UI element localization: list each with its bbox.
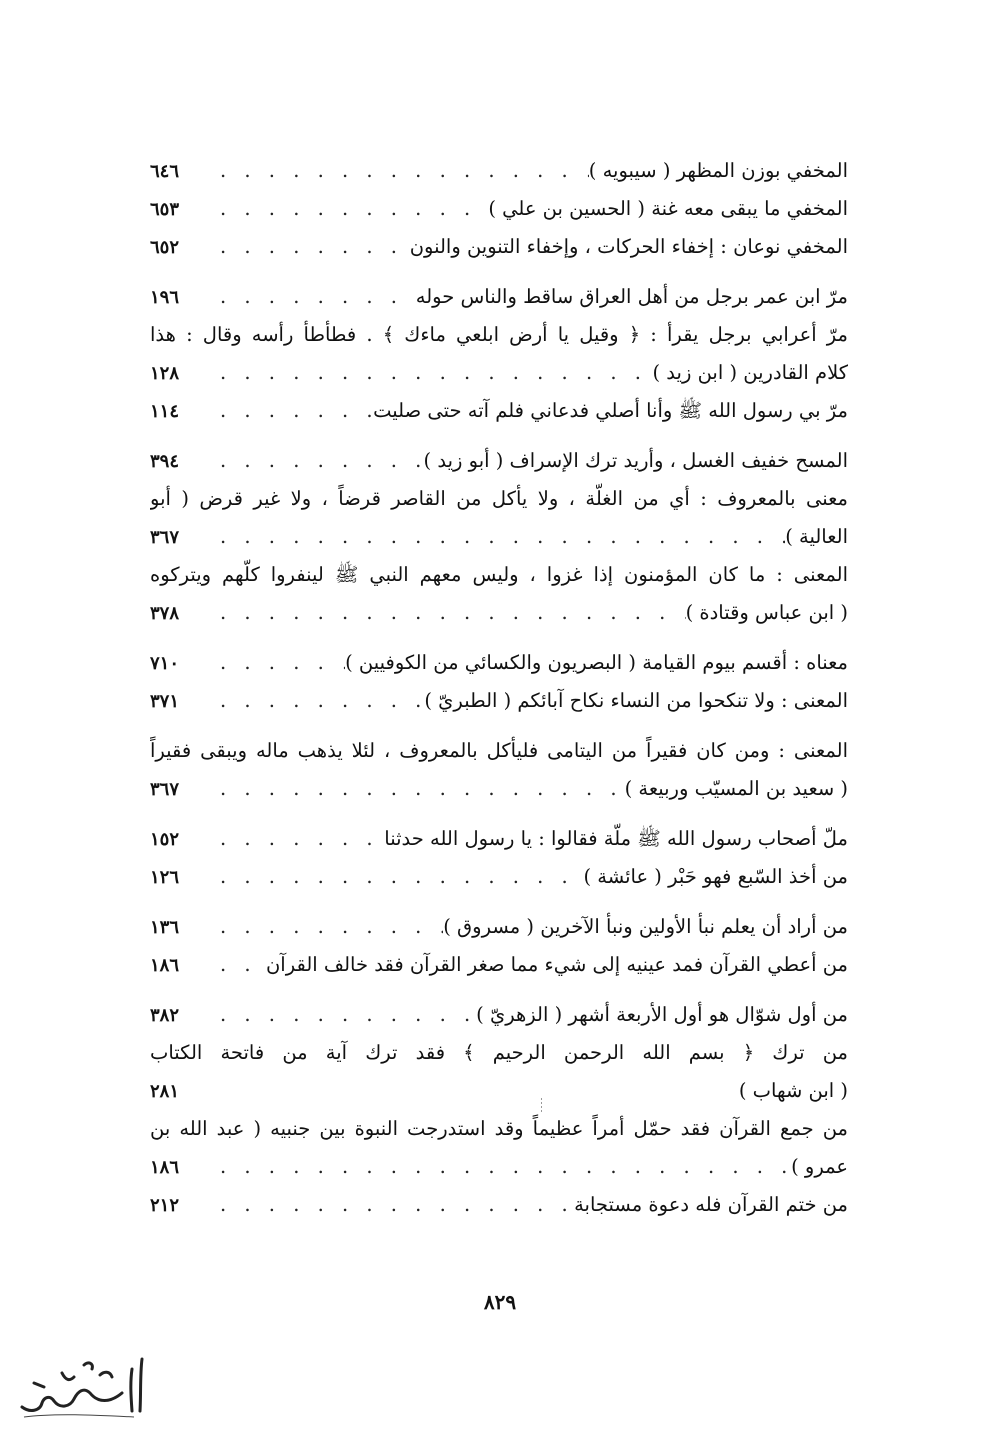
entry-text: ( سعيد بن المسيّب وربيعة ) — [624, 777, 848, 800]
page-reference: ٣٨٢ — [150, 1005, 180, 1026]
dot-leader — [212, 152, 589, 190]
entry-text: المعنى : ما كان المؤمنون إذا غزوا ، وليس معهم النبي ﷺ لينفروا كلّهم ويتركوه — [150, 563, 848, 586]
index-entry — [150, 442, 848, 480]
entry-text: المخفي بوزن المظهر ( سيبويه ) — [588, 159, 848, 182]
page-reference: ٣٦٧ — [150, 779, 180, 800]
page-reference: ١٨٦ — [150, 955, 180, 976]
entry-line — [150, 152, 848, 190]
entry-line — [150, 442, 848, 480]
entry-text: من جمع القرآن فقد حمّل أمراً عظيماً وقد استدرجت النبوة بين جنبيه ( عبد الله بن — [150, 1117, 848, 1140]
index-entry — [150, 316, 848, 392]
index-entry — [150, 480, 848, 556]
dot-leader — [212, 228, 410, 266]
entry-line — [150, 644, 848, 682]
entry-text: مرّ ابن عمر برجل من أهل العراق ساقط والناس حوله — [415, 285, 848, 308]
dot-leader — [212, 682, 424, 720]
entry-text: مرّ أعرابي برجل يقرأ : ﴿ وقيل يا أرض ابلعي ماءك ﴾ . فطأطأ رأسه وقال : هذا — [150, 323, 848, 346]
index-entry — [150, 908, 848, 946]
entry-text: كلام القادرين ( ابن زيد ) — [652, 361, 848, 384]
entry-line — [150, 556, 848, 594]
dot-leader — [212, 946, 266, 984]
dot-leader — [212, 518, 785, 556]
dot-leader — [212, 820, 384, 858]
page-reference: ٣٩٤ — [150, 451, 180, 472]
entry-text: من أراد أن يعلم نبأ الأولين ونبأ الآخرين ( مسروق ) — [443, 915, 848, 938]
entry-text: من أول شوّال هو أول الأربعة أشهر ( الزهريّ ) — [476, 1003, 848, 1026]
dot-leader — [212, 278, 416, 316]
entry-text: من أخذ السّبع فهو حَبْر ( عائشة ) — [583, 865, 848, 888]
page-number: ٨٢٩ — [483, 1290, 517, 1314]
entry-line — [150, 820, 848, 858]
dot-leader — [212, 190, 488, 228]
entry-line — [150, 480, 848, 518]
entry-line — [150, 908, 848, 946]
page-reference: ٦٥٢ — [150, 237, 180, 258]
entry-text: العالية ) — [785, 525, 848, 548]
page-reference: ٢٨١ — [150, 1081, 180, 1102]
index-entry — [150, 190, 848, 228]
page-reference: ١٣٦ — [150, 917, 180, 938]
dot-leader — [212, 594, 686, 632]
index-entry — [150, 946, 848, 984]
entry-line — [150, 770, 848, 808]
entry-line — [150, 996, 848, 1034]
entry-text: المعنى : ولا تنكحوا من النساء نكاح آبائكم ( الطبريّ ) — [424, 689, 848, 712]
entry-line — [150, 518, 848, 556]
page-reference: ٦٥٣ — [150, 199, 180, 220]
index-entry — [150, 1186, 848, 1224]
entry-line — [150, 594, 848, 632]
calligraphy-logo — [14, 1353, 154, 1425]
page-reference: ٢١٢ — [150, 1195, 180, 1216]
entry-text: ( ابن عباس وقتادة ) — [685, 601, 848, 624]
dot-leader — [212, 354, 652, 392]
page-reference: ١٩٦ — [150, 287, 180, 308]
entry-line — [150, 1072, 848, 1110]
page-reference: ٣٧١ — [150, 691, 180, 712]
entry-line — [150, 732, 848, 770]
entry-line — [150, 1186, 848, 1224]
index-list — [150, 152, 848, 1224]
entry-line — [150, 682, 848, 720]
index-entry — [150, 228, 848, 266]
page-reference: ١٨٦ — [150, 1157, 180, 1178]
entry-text: ملّ أصحاب رسول الله ﷺ ملّة فقالوا : يا رسول الله حدثنا — [384, 827, 848, 850]
index-entry — [150, 996, 848, 1034]
entry-text: من أعطي القرآن فمد عينيه إلى شيء مما صغر القرآن فقد خالف القرآن — [265, 953, 848, 976]
entry-line — [150, 190, 848, 228]
entry-text: من ترك ﴿ بسم الله الرحمن الرحيم ﴾ فقد ترك آية من فاتحة الكتاب — [150, 1041, 848, 1064]
entry-text: من ختم القرآن فله دعوة مستجابة — [574, 1193, 848, 1216]
index-entry — [150, 820, 848, 858]
index-entry — [150, 556, 848, 632]
entry-text: معنى بالمعروف : أي من الغلّة ، ولا يأكل من القاصر قرضاً ، ولا غير قرض ( أبو — [150, 487, 848, 510]
entry-text: المخفي ما يبقى معه غنة ( الحسين بن علي ) — [488, 197, 848, 220]
page-reference: ١٥٢ — [150, 829, 180, 850]
index-entry — [150, 858, 848, 896]
entry-text: مرّ بي رسول الله ﷺ وأنا أصلي فدعاني فلم آته حتى صليت — [373, 399, 848, 422]
dot-leader — [212, 770, 625, 808]
page-reference: ٣٦٧ — [150, 527, 180, 548]
entry-text: المخفي نوعان : إخفاء الحركات ، وإخفاء التنوين والنون — [409, 235, 848, 258]
dot-leader — [212, 996, 476, 1034]
index-entry — [150, 1110, 848, 1186]
page-reference: ١١٤ — [150, 401, 180, 422]
dot-leader — [212, 908, 443, 946]
dot-leader — [212, 392, 373, 430]
index-entry — [150, 392, 848, 430]
entry-line — [150, 228, 848, 266]
entry-line — [150, 278, 848, 316]
page-reference: ٧١٠ — [150, 653, 180, 674]
index-entry — [150, 682, 848, 720]
page-reference: ١٢٨ — [150, 363, 180, 384]
entry-line — [150, 316, 848, 354]
entry-line — [150, 946, 848, 984]
dot-leader — [212, 858, 583, 896]
entry-text: عمرو ) — [791, 1155, 848, 1178]
scan-speck — [540, 1098, 543, 1112]
entry-text: ( ابن شهاب ) — [738, 1079, 848, 1102]
entry-line — [150, 1110, 848, 1148]
entry-line — [150, 858, 848, 896]
page-reference: ٣٧٨ — [150, 603, 180, 624]
entry-line — [150, 392, 848, 430]
index-entry — [150, 644, 848, 682]
index-entry — [150, 278, 848, 316]
index-entry — [150, 732, 848, 808]
entry-text: المسح خفيف الغسل ، وأريد ترك الإسراف ( أبو زيد ) — [423, 449, 848, 472]
dot-leader — [212, 1186, 574, 1224]
entry-text: المعنى : ومن كان فقيراً من اليتامى فليأكل بالمعروف ، لئلا يذهب ماله ويبقى فقيراً — [150, 739, 848, 762]
page-reference: ٦٤٦ — [150, 161, 180, 182]
entry-text: معناه : أقسم بيوم القيامة ( البصريون والكسائي من الكوفيين ) — [345, 651, 848, 674]
index-entry — [150, 152, 848, 190]
entry-line — [150, 1034, 848, 1072]
dot-leader — [212, 1148, 791, 1186]
entry-line — [150, 354, 848, 392]
page-reference: ١٢٦ — [150, 867, 180, 888]
index-entry — [150, 1034, 848, 1110]
dot-leader — [212, 644, 345, 682]
dot-leader — [212, 442, 424, 480]
entry-line — [150, 1148, 848, 1186]
